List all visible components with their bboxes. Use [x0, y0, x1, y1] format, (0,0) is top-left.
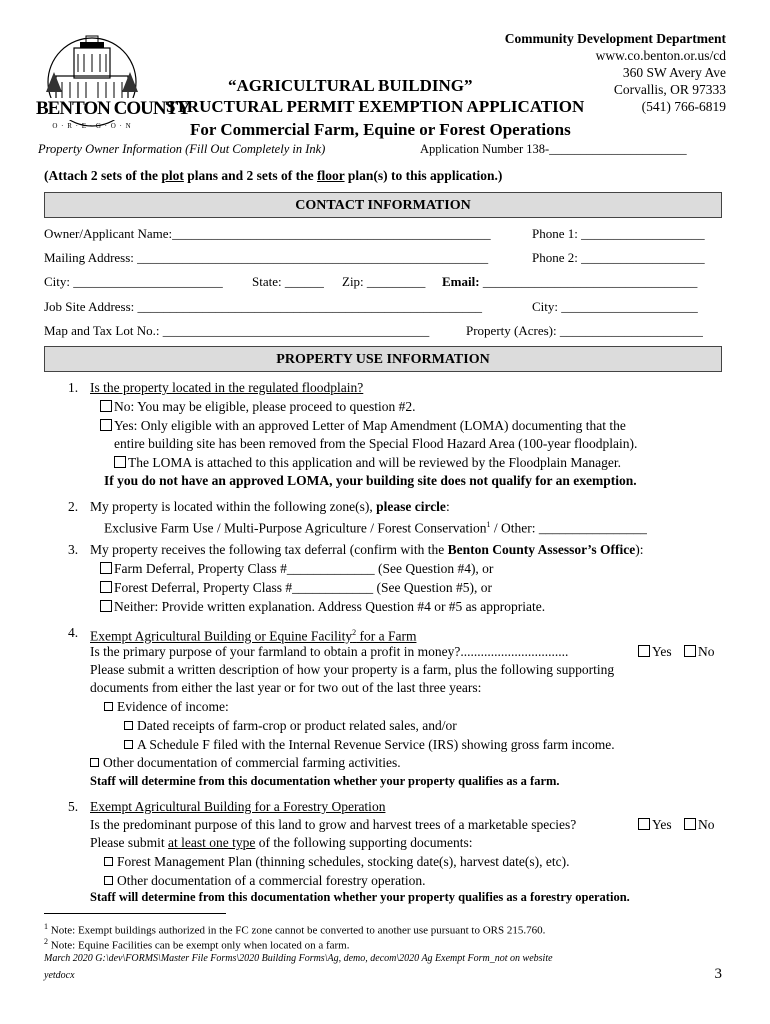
q4-evidence	[104, 698, 229, 716]
attach-floor: floor	[317, 168, 345, 183]
q2-text-b: :	[445, 499, 450, 514]
email-field[interactable]	[442, 274, 697, 290]
q2-question	[90, 498, 450, 516]
q5-staff-note: Staff will determine from this documentation whether your property qualifies as a forestry operation.	[90, 890, 630, 904]
department-name: Community Development Department	[504, 31, 726, 46]
contact-header: CONTACT INFORMATION	[44, 192, 722, 218]
q2-number: 2.	[68, 499, 79, 514]
attach-text-2: plans and 2 sets of the	[183, 168, 318, 183]
q5-yes-checkbox[interactable]	[638, 818, 650, 830]
q1-question: Is the property located in the regulated floodplain?	[90, 380, 364, 395]
q4-desc-a: Please submit a written description of how your property is a farm, plus the following supporting	[90, 662, 615, 677]
q1-warning: If you do not have an approved LOMA, your building site does not qualify for an exemption.	[104, 473, 637, 488]
email-line: _________________________________	[482, 274, 698, 289]
q1-yes-text-a: Yes: Only eligible with an approved Letter of Map Amendment (LOMA) documenting that the	[114, 418, 626, 433]
q2-zone-list: Exclusive Farm Use / Multi-Purpose Agriculture / Forest Conservation	[104, 520, 487, 536]
attach-text-3: plan(s) to this application.)	[344, 168, 503, 183]
file-path: March 2020 G:\dev\FORMS\Master File Forms\2020 Building Forms\Ag, demo, decom\2020 Ag Exempt Form_not on website	[44, 953, 553, 964]
q4-no-option	[684, 643, 715, 661]
q5-heading: Exempt Agricultural Building for a Forestry Operation	[90, 799, 386, 814]
q5-plan	[104, 853, 570, 871]
zip-field[interactable]: Zip: _________	[342, 274, 426, 289]
q3-farm-option	[100, 560, 493, 578]
q1-yes-checkbox[interactable]	[100, 419, 112, 431]
q1-no-option	[100, 398, 415, 416]
email-label: Email:	[442, 274, 480, 289]
q5-submit	[90, 834, 472, 852]
title-line-2: STRUCTURAL PERMIT EXEMPTION APPLICATION	[166, 97, 585, 116]
q5-number: 5.	[68, 799, 79, 814]
q4-desc-b: documents from either the last year or for two out of the last three years:	[90, 680, 482, 695]
mailing-address-field[interactable]: Mailing Address: ______________________________________________________	[44, 250, 489, 265]
q5-no-option	[684, 816, 715, 834]
page-number: 3	[714, 966, 722, 982]
q3-neither-option	[100, 598, 545, 616]
department-city: Corvallis, OR 97333	[613, 82, 726, 97]
department-phone: (541) 766-6819	[641, 99, 726, 114]
q3-forest-text: Forest Deferral, Property Class #____________ (See Question #5), or	[114, 580, 492, 595]
q5-no-checkbox[interactable]	[684, 818, 696, 830]
q4-receipts-text: Dated receipts of farm-crop or product related sales, and/or	[137, 718, 457, 733]
file-docx: yetdocx	[44, 970, 75, 981]
map-tax-lot-field[interactable]: Map and Tax Lot No.: _________________________________________	[44, 323, 430, 338]
q4-no-checkbox[interactable]	[684, 645, 696, 657]
q5-yes-option	[638, 816, 672, 834]
city-field[interactable]: City: _______________________	[44, 274, 223, 289]
q4-schedule-checkbox[interactable]	[124, 740, 133, 749]
q4-footnote-ref: 2	[352, 628, 357, 637]
q4-no-label: No	[698, 644, 715, 659]
footnote-2-mark: 2	[44, 937, 48, 946]
department-street: 360 SW Avery Ave	[622, 65, 726, 80]
q4-receipts	[124, 717, 457, 735]
q1-yes-text-b: entire building site has been removed from the Special Flood Hazard Area (100-year floodplain).	[114, 436, 638, 451]
q2-zones[interactable]	[104, 516, 647, 538]
logo-state: O · R · E · G · O · N	[52, 122, 132, 130]
q1-no-checkbox[interactable]	[100, 400, 112, 412]
q4-number: 4.	[68, 625, 79, 640]
attach-plot: plot	[161, 168, 184, 183]
q2-other-field: / Other: ________________	[490, 520, 647, 536]
footnote-2	[44, 937, 350, 952]
q4-other-checkbox[interactable]	[90, 758, 99, 767]
q5-yes-label: Yes	[652, 817, 672, 832]
q4-other-text: Other documentation of commercial farming activities.	[103, 755, 401, 770]
q5-submit-underlined: at least one type	[168, 835, 256, 850]
q3-farm-checkbox[interactable]	[100, 562, 112, 574]
q3-text-b: ):	[635, 542, 644, 557]
q5-plan-checkbox[interactable]	[104, 857, 113, 866]
q1-yes-option	[100, 417, 626, 435]
q3-forest-option	[100, 579, 492, 597]
footnote-1	[44, 922, 545, 937]
application-number-field[interactable]: Application Number 138-______________________	[420, 142, 687, 156]
q5-primary: Is the predominant purpose of this land to grow and harvest trees of a marketable species?	[90, 817, 577, 832]
property-acres-field[interactable]: Property (Acres): ______________________	[466, 323, 703, 338]
q5-other	[104, 872, 426, 890]
q4-schedule-text: A Schedule F filed with the Internal Revenue Service (IRS) showing gross farm income.	[137, 737, 615, 752]
q4-evidence-text: Evidence of income:	[117, 699, 229, 714]
q1-number: 1.	[68, 380, 79, 395]
q4-evidence-checkbox[interactable]	[104, 702, 113, 711]
q1-no-text: No: You may be eligible, please proceed to question #2.	[114, 399, 416, 414]
q5-other-text: Other documentation of a commercial forestry operation.	[117, 873, 426, 888]
q4-other	[90, 754, 401, 772]
footnote-1-text: Note: Exempt buildings authorized in the FC zone cannot be converted to another use pursuant to ORS 215.760.	[48, 924, 546, 937]
q3-neither-text: Neither: Provide written explanation. Address Question #4 or #5 as appropriate.	[114, 599, 546, 614]
q3-number: 3.	[68, 542, 79, 557]
q4-heading-text-b: for a Farm	[356, 628, 417, 644]
department-website: www.co.benton.or.us/cd	[595, 48, 726, 63]
footnote-1-mark: 1	[44, 922, 48, 931]
benton-county-logo	[36, 32, 190, 140]
q2-text-a: My property is located within the following zone(s),	[90, 499, 377, 514]
q4-receipts-checkbox[interactable]	[124, 721, 133, 730]
state-field[interactable]: State: ______	[252, 274, 324, 289]
q5-submit-a: Please submit	[90, 835, 168, 850]
q3-question	[90, 541, 644, 559]
q3-farm-text: Farm Deferral, Property Class #_____________ (See Question #4), or	[114, 561, 494, 576]
q1-loma-option	[114, 454, 621, 472]
q4-primary: Is the primary purpose of your farmland to obtain a profit in money?................................	[90, 644, 569, 659]
q3-forest-checkbox[interactable]	[100, 581, 112, 593]
q3-text-a: My property receives the following tax deferral (confirm with the	[90, 542, 448, 557]
q4-yes-label: Yes	[652, 644, 672, 659]
q2-please-circle: please circle	[376, 499, 446, 514]
q4-yes-option	[638, 643, 672, 661]
job-site-field[interactable]: Job Site Address: _____________________________________________________	[44, 299, 483, 314]
q4-schedule	[124, 736, 615, 754]
q1-loma-checkbox[interactable]	[114, 456, 126, 468]
logo-wordmark: BENTON COUNTY	[36, 98, 190, 119]
title-line-1: “AGRICULTURAL BUILDING”	[228, 76, 473, 95]
q3-assessor: Benton County Assessor’s Office	[447, 542, 636, 557]
attach-instruction	[44, 168, 502, 184]
q5-no-label: No	[698, 817, 715, 832]
footnote-divider	[44, 913, 226, 914]
attach-text-1: (Attach 2 sets of the	[44, 168, 162, 183]
q4-staff-note: Staff will determine from this documentation whether your property qualifies as a farm.	[90, 774, 560, 788]
owner-name-field[interactable]: Owner/Applicant Name:_________________________________________________	[44, 226, 491, 241]
title-line-3: For Commercial Farm, Equine or Forest Operations	[190, 120, 571, 139]
q5-submit-b: of the following supporting documents:	[255, 835, 473, 850]
phone1-field[interactable]: Phone 1: ___________________	[532, 226, 705, 241]
q5-plan-text: Forest Management Plan (thinning schedules, stocking date(s), harvest date(s), etc).	[117, 854, 570, 869]
phone2-field[interactable]: Phone 2: ___________________	[532, 250, 705, 265]
q2-footnote-ref: 1	[486, 520, 491, 529]
q5-other-checkbox[interactable]	[104, 876, 113, 885]
property-header: PROPERTY USE INFORMATION	[44, 346, 722, 372]
q4-heading-text: Exempt Agricultural Building or Equine Facility	[90, 628, 353, 644]
q4-yes-checkbox[interactable]	[638, 645, 650, 657]
q1-loma-text: The LOMA is attached to this application and will be reviewed by the Floodplain Manager.	[128, 455, 622, 470]
job-city-field[interactable]: City: _____________________	[532, 299, 698, 314]
footnote-2-text: Note: Equine Facilities can be exempt only when located on a farm.	[48, 939, 350, 952]
owner-info-label: Property Owner Information (Fill Out Completely in Ink)	[38, 142, 326, 156]
q3-neither-checkbox[interactable]	[100, 600, 112, 612]
